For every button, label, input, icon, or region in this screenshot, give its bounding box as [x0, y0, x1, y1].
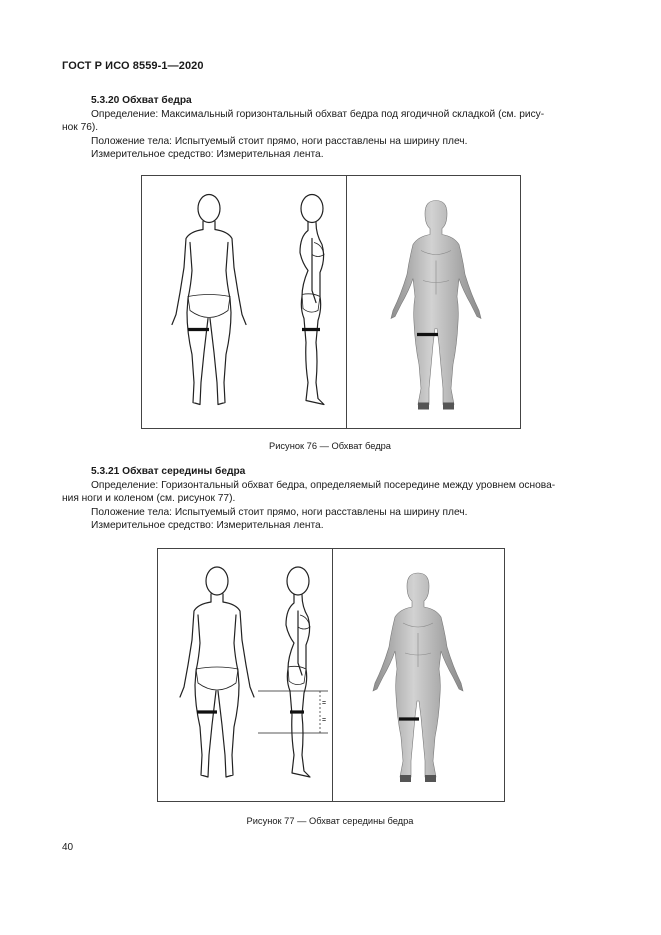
- body-position: Положение тела: Испытуемый стоит прямо, ноги расставлены на ширину плеч.: [91, 135, 468, 147]
- document-header: ГОСТ Р ИСО 8559-1—2020: [62, 60, 204, 72]
- page-number: 40: [62, 842, 74, 853]
- body-position: Положение тела: Испытуемый стоит прямо, ноги расставлены на ширину плеч.: [91, 506, 468, 518]
- figure-caption: Рисунок 77 — Обхват середины бедра: [246, 816, 414, 826]
- back-view-drawing: [172, 561, 262, 789]
- 3d-scan-image: [366, 196, 506, 416]
- definition-line: нок 76).: [62, 122, 99, 134]
- section-thigh-girth: [62, 94, 599, 162]
- svg-text:=: =: [322, 700, 327, 707]
- instrument: Измерительное средство: Измерительная лента.: [91, 149, 324, 161]
- 3d-scan-image: [348, 571, 488, 786]
- front-view-drawing: [164, 190, 254, 415]
- definition-line: ния ноги и коленом (см. рисунок 77).: [62, 493, 236, 505]
- section-heading: 5.3.20 Обхват бедра: [91, 95, 192, 106]
- figure-caption: Рисунок 76 — Обхват бедра: [269, 441, 391, 451]
- definition-line: Определение: Горизонтальный обхват бедра, определяемый посередине между уровнем основа-: [91, 479, 556, 491]
- side-view-drawing: [258, 561, 338, 789]
- svg-text:=: =: [322, 717, 327, 724]
- side-view-drawing: [272, 190, 352, 415]
- section-mid-thigh-girth: [62, 465, 599, 533]
- section-heading: 5.3.21 Обхват середины бедра: [91, 466, 246, 477]
- instrument: Измерительное средство: Измерительная лента.: [91, 520, 324, 532]
- figure-76: [141, 175, 521, 429]
- definition-line: Определение: Максимальный горизонтальный обхват бедра под ягодичной складкой (см. рису-: [91, 108, 545, 120]
- figure-77: [157, 548, 505, 802]
